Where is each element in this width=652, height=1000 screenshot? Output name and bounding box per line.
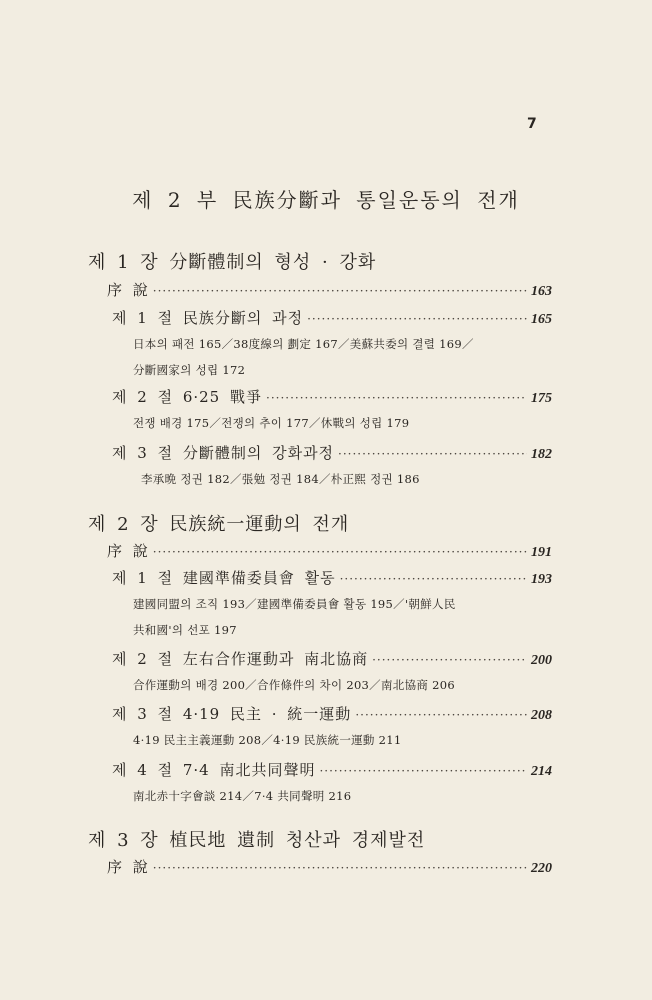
entry-label: 제 3 절 分斷體制의 강화과정	[112, 444, 335, 462]
entry-label: 序 說	[107, 858, 149, 876]
toc-entry[interactable]	[107, 540, 552, 562]
leader-dots	[153, 284, 527, 298]
entry-label: 제 2 절 左右合作運動과 南北協商	[112, 650, 369, 668]
leader-dots	[307, 312, 527, 326]
leader-dots	[153, 861, 527, 875]
leader-dots	[372, 653, 527, 667]
chapter-title: 제 2 장 民族統一運動의 전개	[88, 514, 350, 535]
toc-entry[interactable]	[112, 442, 552, 464]
entry-page: 220	[531, 861, 552, 876]
leader-dots	[338, 447, 527, 461]
entry-label: 제 3 절 4·19 民主 · 統一運動	[112, 705, 352, 723]
entry-label: 제 1 절 建國準備委員會 활동	[112, 569, 336, 587]
toc-entry[interactable]	[112, 648, 552, 670]
toc-entry[interactable]	[112, 567, 552, 589]
entry-label: 제 4 절 7·4 南北共同聲明	[112, 761, 316, 779]
section-subtopics: 4·19 民主主義運動 208／4·19 民族統一運動 211	[133, 733, 402, 747]
entry-label: 제 1 절 民族分斷의 과정	[112, 309, 304, 327]
entry-label: 제 2 절 6·25 戰爭	[112, 388, 262, 406]
section-subtopics: 南北赤十字會談 214／7·4 共同聲明 216	[133, 789, 352, 803]
toc-entry[interactable]	[112, 759, 552, 781]
section-subtopics: 共和國'의 선포 197	[133, 623, 237, 637]
leader-dots	[153, 545, 527, 559]
section-subtopics: 李承晩 정권 182／張勉 정권 184／朴正熙 정권 186	[141, 472, 420, 486]
page-number: 7	[527, 116, 537, 132]
chapter-title: 제 3 장 植民地 遺制 청산과 경제발전	[88, 830, 426, 851]
entry-page: 191	[531, 545, 552, 560]
toc-entry[interactable]	[112, 307, 552, 329]
leader-dots	[319, 764, 527, 778]
entry-page: 182	[531, 447, 552, 462]
leader-dots	[340, 572, 527, 586]
entry-page: 214	[531, 764, 552, 779]
section-subtopics: 建國同盟의 조직 193／建國準備委員會 활동 195／'朝鮮人民	[133, 597, 456, 611]
entry-page: 208	[531, 708, 552, 723]
chapter-title: 제 1 장 分斷體制의 형성 · 강화	[88, 252, 377, 273]
section-subtopics: 日本의 패전 165／38度線의 劃定 167／美蘇共委의 결렬 169／	[133, 337, 474, 351]
section-subtopics: 合作運動의 배경 200／合作條件의 차이 203／南北協商 206	[133, 678, 455, 692]
leader-dots	[266, 391, 527, 405]
entry-page: 163	[531, 284, 552, 299]
section-subtopics: 分斷國家의 성립 172	[133, 363, 246, 377]
section-subtopics: 전쟁 배경 175／전쟁의 추이 177／休戰의 성립 179	[133, 416, 410, 430]
entry-label: 序 說	[107, 542, 149, 560]
entry-page: 193	[531, 572, 552, 587]
part-title: 제 2 부 民族分斷과 통일운동의 전개	[132, 188, 520, 212]
entry-page: 175	[531, 391, 552, 406]
toc-entry[interactable]	[112, 386, 552, 408]
entry-label: 序 說	[107, 281, 149, 299]
toc-entry[interactable]	[112, 703, 552, 725]
entry-page: 200	[531, 653, 552, 668]
toc-entry[interactable]	[107, 279, 552, 301]
leader-dots	[355, 708, 527, 722]
entry-page: 165	[531, 312, 552, 327]
toc-entry[interactable]	[107, 856, 552, 878]
